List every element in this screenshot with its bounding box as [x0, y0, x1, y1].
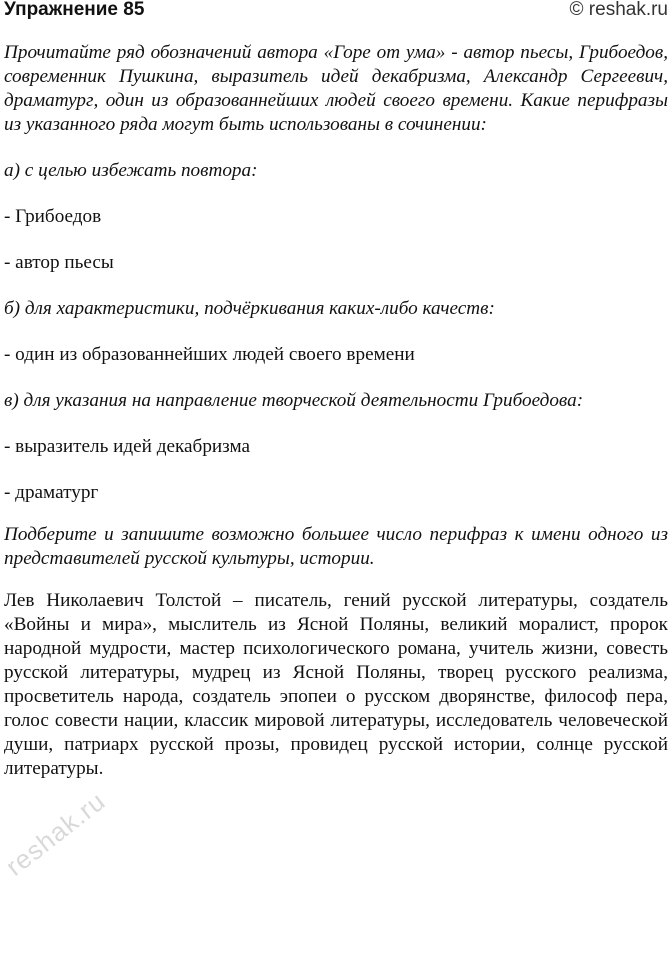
watermark: reshak.ru [0, 785, 111, 882]
section-c-item: - выразитель идей декабризма [4, 436, 251, 457]
section-a-heading: а) с целью избежать повтора: [4, 160, 258, 181]
exercise-page [4, 0, 668, 781]
section-b-heading: б) для характеристики, подчёркивания каких-либо качеств: [4, 298, 495, 319]
source-label: © reshak.ru [569, 0, 668, 20]
answer-text: Лев Николаевич Толстой – писатель, гений русской литературы, создатель «Войны и мира», мыслитель из Ясной Поляны, великий моралист, пророк народной мудрости, мастер психологического романа, учитель жизни, совесть русской литературы, мудрец из Ясной Поляны, творец русского реализма, просветитель народа, создатель эпопеи о русском дворянстве, философ пера, голос совести нации, классик мировой литературы, исследователь человеческой души, патриарх русской прозы, провидец русской истории, солнце русской литературы. [4, 590, 668, 779]
section-c-item: - драматург [4, 482, 99, 503]
section-c-heading: в) для указания на направление творческой деятельности Грибоедова: [4, 390, 584, 411]
section-b-item: - один из образованнейших людей своего времени [4, 344, 415, 365]
task-2-prompt: Подберите и запишите возможно большее число перифраз к имени одного из представителей русской культуры, истории. [4, 524, 668, 569]
section-a-item: - Грибоедов [4, 206, 102, 227]
task-intro: Прочитайте ряд обозначений автора «Горе от ума» - автор пьесы, Грибоедов, современник Пушкина, выразитель идей декабризма, Александр Сергеевич, драматург, один из образованнейших людей своего времени. Какие перифразы из указанного ряда могут быть использованы в сочинении: [4, 42, 668, 135]
exercise-header [4, 0, 668, 30]
section-a-item: - автор пьесы [4, 252, 114, 273]
exercise-title: Упражнение 85 [4, 0, 145, 20]
